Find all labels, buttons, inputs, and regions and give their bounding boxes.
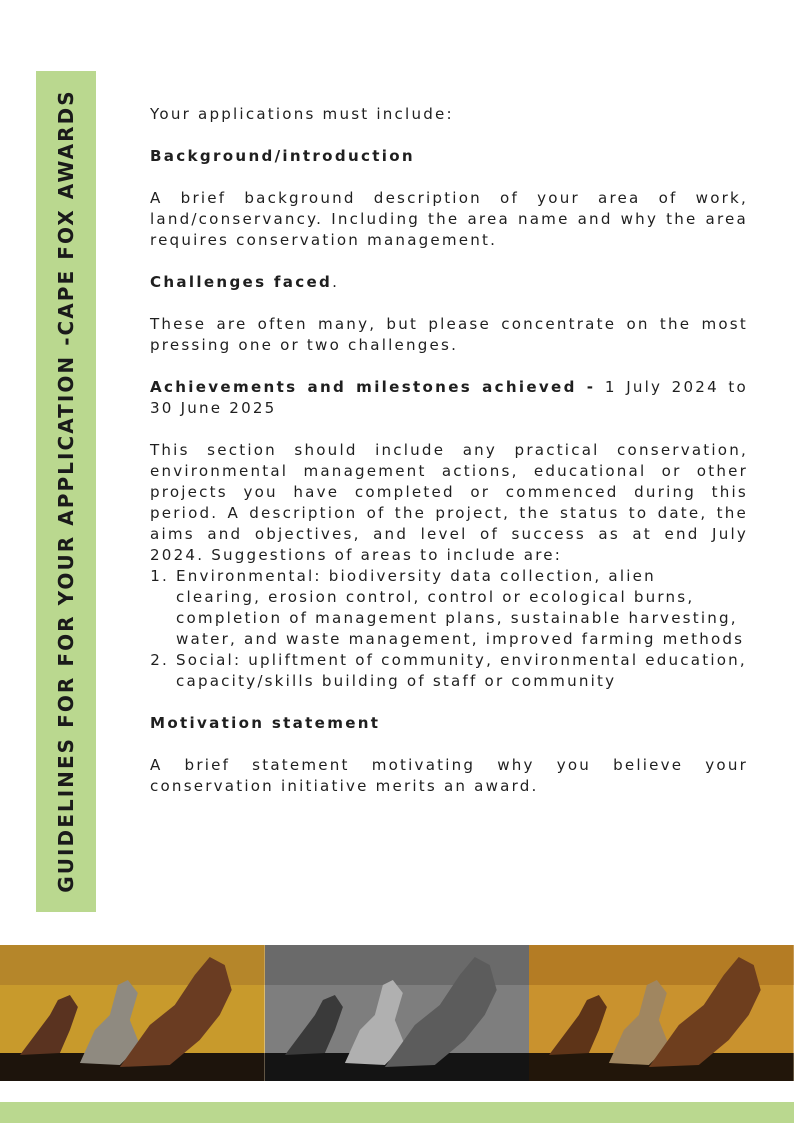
achievements-period: 1 July 2024 to 30 June 2025 — [150, 378, 748, 417]
background-text: A brief background description of your area of work, land/conservancy. Including the area name and why the area requires conservation management. — [150, 189, 748, 249]
fox-sculpture-photo-strip — [0, 945, 794, 1081]
challenges-heading: Challenges faced — [150, 273, 333, 291]
intro-text: Your applications must include: — [150, 105, 454, 123]
fox-sculpture-photo-grayscale — [265, 945, 530, 1081]
challenges-text: These are often many, but please concentrate on the most pressing one or two challenges. — [150, 315, 748, 354]
sidebar-title: GUIDELINES FOR FOR YOUR APPLICATION -CAPE FOX AWARDS — [54, 89, 78, 893]
achievements-heading-line — [150, 377, 748, 419]
challenges-heading-line: Challenges faced. — [150, 273, 340, 291]
motivation-text: A brief statement motivating why you believe your conservation initiative merits an award. — [150, 756, 748, 795]
achievements-heading: Achievements and milestones achieved - — [150, 378, 596, 396]
fox-sculpture-photo-sepia — [529, 945, 794, 1081]
list-item: 2. Social: upliftment of community, environmental education, capacity/skills building of staff or community — [176, 650, 748, 692]
fox-sculpture-photo-warm — [0, 945, 265, 1081]
background-heading: Background/introduction — [150, 147, 415, 165]
guidelines-content — [150, 104, 748, 818]
areas-list — [150, 566, 748, 692]
achievements-text: This section should include any practical conservation, environmental management actions, educational or other projects you have completed or commenced during this period. A description of the project, the status to date, the aims and objectives, and level of success as at end July 2024. Suggestions of areas to include are: — [150, 441, 748, 564]
bottom-bar — [0, 1102, 794, 1123]
list-item: 1. Environmental: biodiversity data collection, alien clearing, erosion control, control or ecological burns, completion of management plans, sustainable harvesting, water, and waste management, improved farming methods — [176, 566, 748, 650]
motivation-heading: Motivation statement — [150, 714, 381, 732]
